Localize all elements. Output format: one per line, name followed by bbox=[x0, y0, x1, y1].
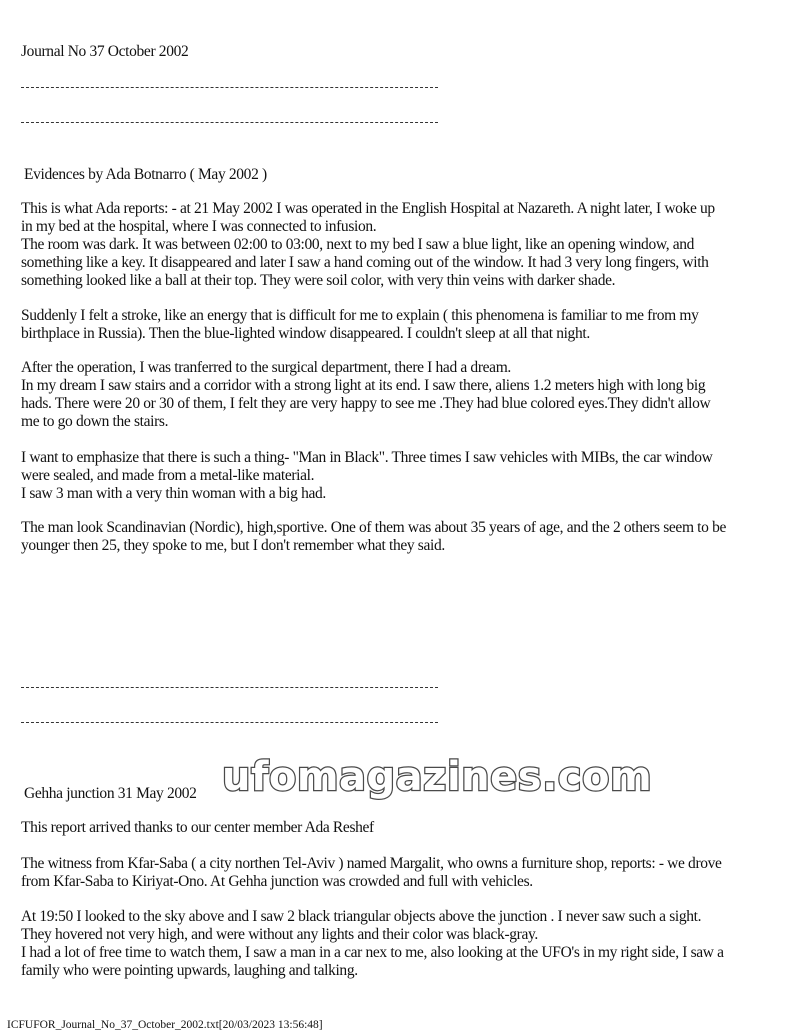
text-line: The room was dark. It was between 02:00 to 03:00, next to my bed I saw a blue light, like an opening window, and bbox=[21, 236, 695, 253]
text-line: something like a key. It disappeared and later I saw a hand coming out of the window. It had 3 very long fingers, with bbox=[21, 254, 709, 271]
text-line: In my dream I saw stairs and a corridor with a strong light at its end. I saw there, aliens 1.2 meters high with long big bbox=[21, 377, 706, 394]
text-line: something looked like a ball at their top. They were soil color, with very thin veins with darker shade. bbox=[21, 272, 616, 289]
watermark-logo: ufomagazines.com bbox=[222, 754, 653, 800]
separator-line bbox=[21, 122, 438, 123]
separator-line bbox=[21, 687, 438, 688]
page-footer: ICFUFOR_Journal_No_37_October_2002.txt[20/03/2023 13:56:48] bbox=[7, 1019, 323, 1031]
text-line: Suddenly I felt a stroke, like an energy that is difficult for me to explain ( this phenomena is familiar to me from my bbox=[21, 307, 699, 324]
text-line: birthplace in Russia). Then the blue-lighted window disappeared. I couldn't sleep at all that night. bbox=[21, 325, 590, 342]
journal-title: Journal No 37 October 2002 bbox=[21, 43, 189, 60]
section-heading-evidences: Evidences by Ada Botnarro ( May 2002 ) bbox=[24, 166, 267, 183]
text-line: in my bed at the hospital, where I was connected to infusion. bbox=[21, 218, 377, 235]
text-line: me to go down the stairs. bbox=[21, 413, 169, 430]
section-heading-gehha: Gehha junction 31 May 2002 bbox=[24, 785, 197, 802]
text-line: The man look Scandinavian (Nordic), high,sportive. One of them was about 35 years of age, and the 2 others seem to be bbox=[21, 519, 726, 536]
text-line: were sealed, and made from a metal-like material. bbox=[21, 467, 315, 484]
text-line: They hovered not very high, and were without any lights and their color was black-gray. bbox=[21, 926, 538, 943]
separator-line bbox=[21, 722, 438, 723]
text-line: This report arrived thanks to our center member Ada Reshef bbox=[21, 819, 374, 836]
text-line: family who were pointing upwards, laughing and talking. bbox=[21, 962, 358, 979]
text-line: hads. There were 20 or 30 of them, I felt they are very happy to see me .They had blue colored eyes.They didn't allow bbox=[21, 395, 711, 412]
text-line: from Kfar-Saba to Kiriyat-Ono. At Gehha junction was crowded and full with vehicles. bbox=[21, 873, 533, 890]
text-line: After the operation, I was tranferred to the surgical department, there I had a dream. bbox=[21, 359, 511, 376]
text-line: At 19:50 I looked to the sky above and I saw 2 black triangular objects above the junction . I never saw such a sight. bbox=[21, 908, 702, 925]
text-line: I saw 3 man with a very thin woman with a big had. bbox=[21, 485, 326, 502]
separator-line bbox=[21, 87, 438, 88]
text-line: This is what Ada reports: - at 21 May 2002 I was operated in the English Hospital at Nazareth. A night later, I woke up bbox=[21, 200, 715, 217]
text-line: I want to emphasize that there is such a thing- "Man in Black". Three times I saw vehicles with MIBs, the car window bbox=[21, 449, 713, 466]
text-line: I had a lot of free time to watch them, I saw a man in a car nex to me, also looking at the UFO's in my right side, I saw a bbox=[21, 944, 724, 961]
text-line: younger then 25, they spoke to me, but I don't remember what they said. bbox=[21, 537, 445, 554]
text-line: The witness from Kfar-Saba ( a city northen Tel-Aviv ) named Margalit, who owns a furniture shop, reports: - we drove bbox=[21, 855, 722, 872]
